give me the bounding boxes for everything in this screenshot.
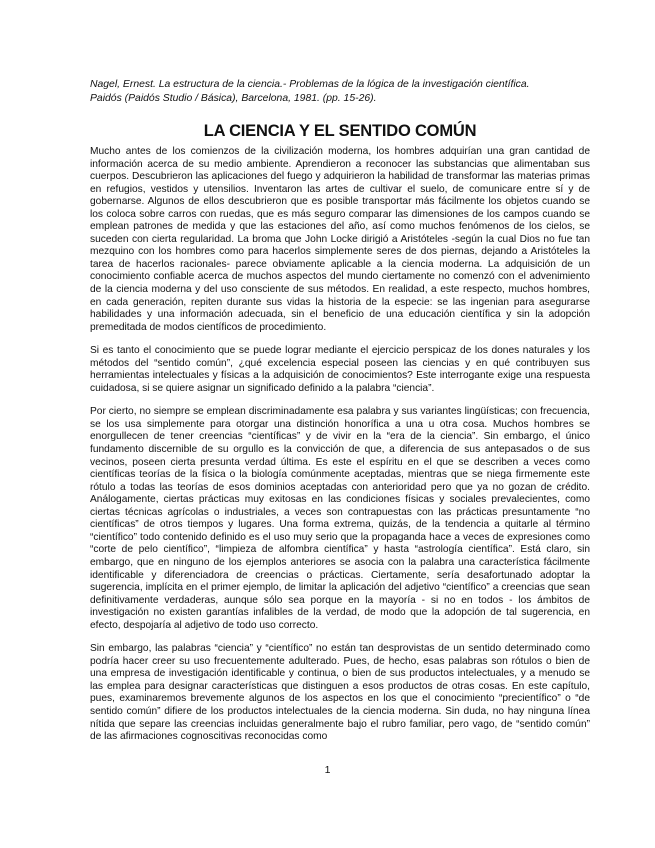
bibliographic-citation	[90, 78, 590, 106]
paragraph: Sin embargo, las palabras “ciencia” y “científico” no están tan desprovistas de un sentido determinado como podría hacer creer su uso frecuentemente adulterado. Pues, de hecho, esas palabras son rótulos o bien de una empresa de investigación identificable y continua, o bien de sus productos intelectuales, y a menudo se las emplea para designar características que distinguen a esos productos de otras cosas. En este capítulo, pues, examinaremos brevemente algunos de los aspectos en los que el conocimiento “precientífico” o “de sentido común” difiere de los productos intelectuales de la ciencia moderna. Sin duda, no hay ninguna línea nítida que separe las creencias incluidas generalmente bajo el rubro familiar, pero vago, de “sentido común” de las afirmaciones cognoscitivas reconocidas como	[90, 643, 590, 743]
citation-line: Paidós (Paidós Studio / Básica), Barcelona, 1981. (pp. 15-26).	[90, 93, 377, 104]
paragraph: Por cierto, no siempre se emplean discriminadamente esa palabra y sus variantes lingüísticas; con frecuencia, se los usa simplemente para otorgar una distinción honorífica a una u otra cosa. Muchos hombres se enorgullecen de tener creencias “científicas” y de vivir en la “era de la ciencia”. Sin embargo, el único fundamento discernible de su orgullo es la convicción de que, a diferencia de sus antepasados o de sus vecinos, poseen cierta presunta verdad última. Es este el espíritu en el que se describen a veces como científicas teorías de la física o la biología comúnmente aceptadas, mientras que se niega firmemente este rótulo a todas las teorías de esos dominios aceptadas con anterioridad pero que ya no gozan de crédito. Análogamente, ciertas prácticas muy exitosas en las condiciones físicas y sociales prevalecientes, como ciertas técnicas agrícolas o industriales, a veces son contrapuestas con las prácticas presuntamente “no científicas” de otros tiempos y lugares. Una forma extrema, quizás, de la tendencia a quitarle al término “científico” todo contenido definido es el uso muy serio que la propaganda hace a veces de expresiones como “corte de pelo científico”, “limpieza de alfombra científica” y hasta “astrología científica”. Está claro, sin embargo, que en ninguno de los ejemplos anteriores se asocia con la palabra una característica fácilmente identificable y diferenciadora de creencias o prácticas. Ciertamente, sería desafortunado adoptar la sugerencia, implícita en el primer ejemplo, de limitar la aplicación del adjetivo “científico” a creencias que sean definitivamente verdaderas, aunque sólo sea porque en la mayoría - si no en todos - los ámbitos de investigación no existen garantías infalibles de la verdad, de modo que la adopción de tal sugerencia, en efecto, despojaría al adjetivo de todo uso correcto.	[90, 406, 590, 631]
body-text	[90, 146, 590, 755]
page-number: 1	[324, 764, 331, 776]
chapter-title: LA CIENCIA Y EL SENTIDO COMÚN	[203, 122, 477, 140]
paragraph: Si es tanto el conocimiento que se puede lograr mediante el ejercicio perspicaz de los dones naturales y los métodos del “sentido común”, ¿qué excelencia especial poseen las ciencias y en qué contribuyen sus herramientas intelectuales y físicas a la adquisición de conocimientos? Este interrogante exige una respuesta cuidadosa, si se quiere asignar un significado definido a la palabra “ciencia”.	[90, 345, 590, 394]
paragraph: Mucho antes de los comienzos de la civilización moderna, los hombres adquirían una gran cantidad de información acerca de su medio ambiente. Aprendieron a reconocer las substancias que alimentaban sus cuerpos. Descubrieron las aplicaciones del fuego y adquirieron la habilidad de transformar las materias primas en refugios, vestidos y utensilios. Inventaron las artes de cultivar el suelo, de comunicare entre sí y de gobernarse. Algunos de ellos descubrieron que es posible transportar más fácilmente los objetos cuando se los coloca sobre carros con ruedas, que es más seguro comparar las dimensiones de los campos cuando se emplean patrones de medida y que las estaciones del año, así como muchos fenómenos de los cielos, se suceden con cierta regularidad. La broma que John Locke dirigió a Aristóteles -según la cual Dios no fue tan mezquino con los hombres como para hacerlos simplemente seres de dos piernas, dejando a Aristóteles la tarea de hacerlos racionales- parece obviamente aplicable a la ciencia moderna. La adquisición de un conocimiento confiable acerca de muchos aspectos del mundo ciertamente no comenzó con el advenimiento de la ciencia moderna y del uso consciente de sus métodos. En realidad, a este respecto, muchos hombres, en cada generación, repiten durante sus vidas la historia de la especie: se las ingenian para asegurarse habilidades y una información adecuada, sin el beneficio de una educación científica y sin la adopción premeditada de modos científicos de procedimiento.	[90, 146, 590, 333]
citation-line: Nagel, Ernest. La estructura de la ciencia.- Problemas de la lógica de la investigación científica.	[90, 79, 530, 90]
